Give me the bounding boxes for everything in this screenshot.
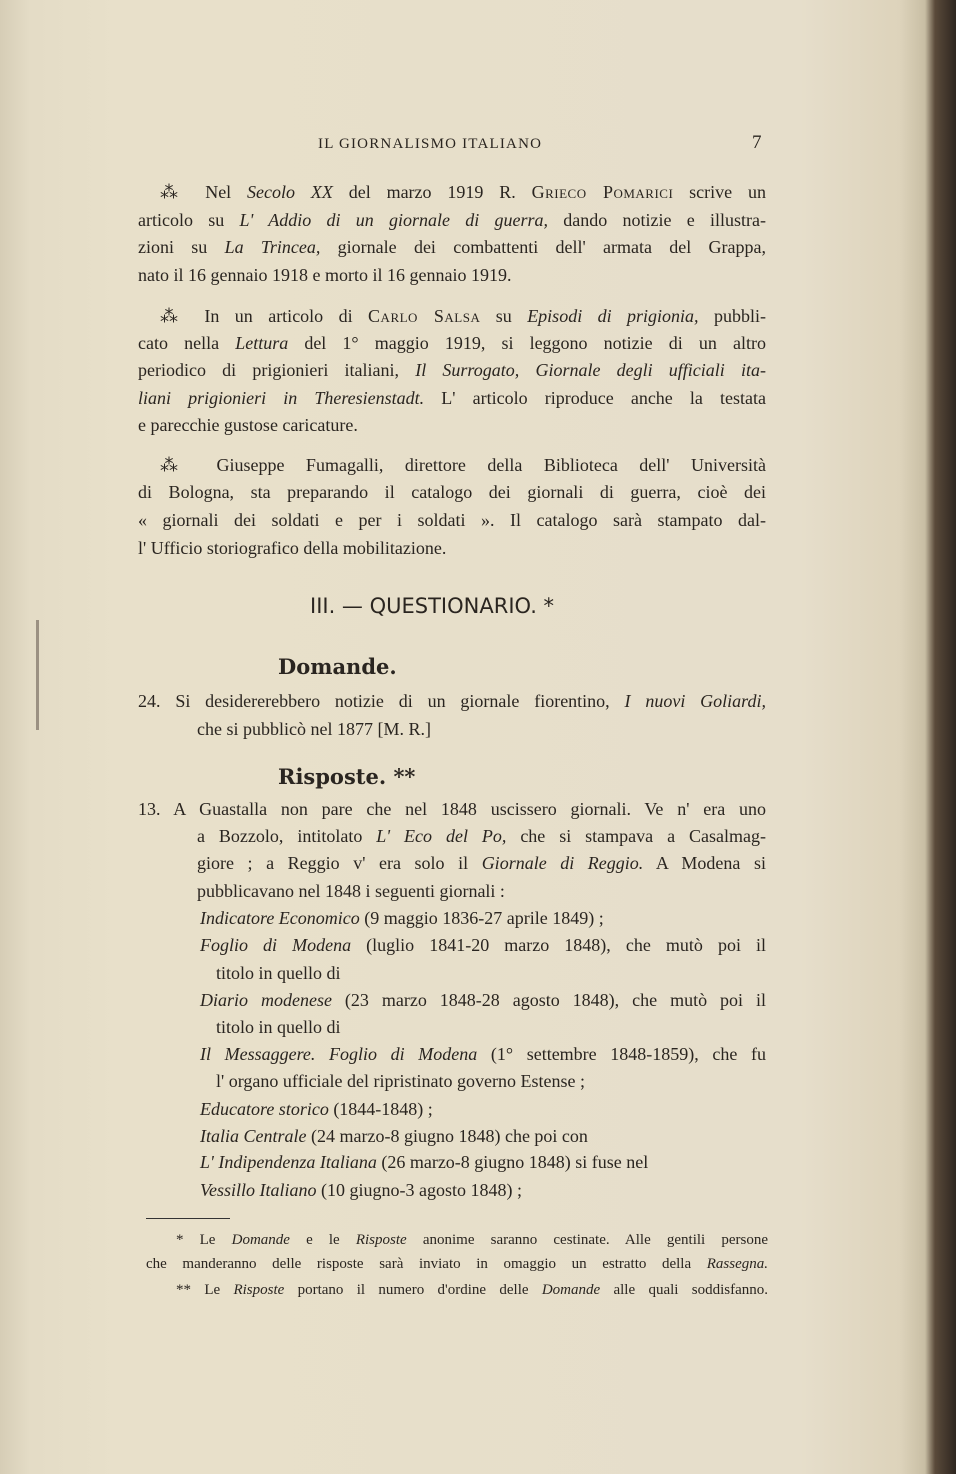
text-run: (26 marzo-8 giugno 1848) si fuse nel — [376, 1152, 649, 1172]
text-run: L' articolo riproduce anche la testata — [424, 388, 766, 408]
text-run: anonime saranno cestinate. Alle gentili persone — [406, 1232, 769, 1248]
text-run: ** Le — [176, 1282, 234, 1298]
italic-text: Foglio di Modena — [200, 935, 352, 955]
text-run: l' Ufficio storiografico della mobilitazione. — [138, 538, 447, 558]
text-line — [138, 264, 511, 286]
italic-text: I nuovi Goliardi, — [624, 691, 766, 711]
text-line — [197, 825, 766, 847]
text-run: su — [480, 306, 528, 326]
text-run: zioni su — [138, 237, 225, 257]
running-head: IL GIORNALISMO ITALIANO — [318, 136, 543, 152]
italic-text: L' Indipendenza Italiana — [200, 1152, 377, 1172]
italic-text: Il Surrogato, Giornale degli ufficiali ita- — [415, 360, 766, 380]
text-line — [200, 934, 766, 956]
italic-text: Domande — [231, 1232, 290, 1248]
footnote-rule — [146, 1218, 230, 1219]
text-run: cato nella — [138, 333, 236, 353]
text-line — [138, 332, 766, 354]
text-run: scrive un — [673, 182, 766, 202]
text-line — [216, 962, 341, 984]
text-run: alle quali soddisfanno. — [600, 1282, 769, 1298]
text-run: del marzo 1919 R. — [332, 182, 532, 202]
text-line — [216, 1016, 341, 1038]
text-run: a Bozzolo, intitolato — [197, 826, 377, 846]
footnote-line — [176, 1229, 768, 1251]
small-caps-name: Carlo Salsa — [368, 306, 481, 326]
text-run: pubblicavano nel 1848 i seguenti giornali : — [197, 881, 505, 901]
text-line — [197, 718, 431, 740]
text-run: periodico di prigionieri italiani, — [138, 360, 416, 380]
text-line — [160, 454, 766, 476]
italic-text: Indicatore Economico — [200, 908, 360, 928]
text-line — [200, 1125, 588, 1147]
italic-text: Giornale di Reggio. — [481, 853, 644, 873]
text-run: di Bologna, sta preparando il catalogo dei giornali di guerra, cioè dei — [138, 482, 766, 502]
italic-text: L' Addio di un giornale di guerra, — [239, 210, 549, 230]
text-run: dando notizie e illustra- — [548, 210, 767, 230]
text-run: « giornali dei soldati e per i soldati ». Il catalogo sarà stampato dal- — [138, 510, 766, 530]
text-line — [200, 1179, 522, 1201]
text-run: ⁂ Giuseppe Fumagalli, direttore della Biblioteca dell' Università — [160, 455, 766, 475]
italic-text: Episodi di prigionia, — [527, 306, 699, 326]
text-run: giore ; a Reggio v' era solo il — [197, 853, 482, 873]
italic-text: Educatore storico — [200, 1099, 329, 1119]
page-number: 7 — [752, 132, 762, 153]
text-run: e le — [289, 1232, 356, 1248]
italic-text: Rassegna. — [706, 1256, 768, 1272]
text-line — [197, 852, 766, 874]
text-run: (1° settembre 1848-1859), che fu — [477, 1044, 766, 1064]
text-run: portano il numero d'ordine delle — [284, 1282, 542, 1298]
text-line — [138, 481, 766, 503]
text-run: 24. Si desidererebbero notizie di un giornale fiorentino, — [138, 691, 625, 711]
risposte-heading: Risposte. ** — [278, 764, 416, 789]
text-line — [138, 690, 766, 712]
text-line — [138, 537, 446, 559]
text-run: 13. A Guastalla non pare che nel 1848 uscissero giornali. Ve n' era uno — [138, 799, 766, 819]
text-run: che manderanno delle risposte sarà inviato in omaggio un estratto della — [146, 1256, 707, 1272]
text-run: l' organo ufficiale del ripristinato governo Estense ; — [216, 1071, 585, 1091]
text-line — [200, 1043, 766, 1065]
text-run: ⁂ In un articolo di — [160, 306, 369, 326]
text-line — [216, 1070, 585, 1092]
text-run: articolo su — [138, 210, 240, 230]
text-run: pubbli- — [698, 306, 766, 326]
italic-text: Vessillo Italiano — [200, 1180, 317, 1200]
italic-text: Risposte — [233, 1282, 285, 1298]
text-run: titolo in quello di — [216, 1017, 341, 1037]
text-line — [138, 359, 766, 381]
footnote-line — [146, 1253, 768, 1275]
text-run: * Le — [176, 1232, 232, 1248]
italic-text: L' Eco del Po, — [376, 826, 507, 846]
text-line — [200, 907, 604, 929]
text-line — [197, 880, 505, 902]
text-line — [138, 209, 766, 231]
italic-text: liani prigionieri in Theresienstadt. — [138, 388, 425, 408]
text-line — [200, 1098, 433, 1120]
text-line — [138, 509, 766, 531]
text-line — [138, 798, 766, 820]
text-run: (24 marzo-8 giugno 1848) che poi con — [306, 1126, 588, 1146]
text-run: nato il 16 gennaio 1918 e morto il 16 gennaio 1919. — [138, 265, 512, 285]
text-run: ⁂ Nel — [160, 182, 248, 202]
text-line — [160, 181, 766, 203]
text-line — [138, 414, 358, 436]
italic-text: Italia Centrale — [200, 1126, 307, 1146]
text-run: che si pubblicò nel 1877 [M. R.] — [197, 719, 431, 739]
italic-text: La Trincea, — [224, 237, 321, 257]
italic-text: Risposte — [355, 1232, 407, 1248]
text-run: (luglio 1841-20 marzo 1848), che mutò poi il — [351, 935, 767, 955]
text-line — [138, 236, 766, 258]
text-run: giornale dei combattenti dell' armata del Grappa, — [320, 237, 767, 257]
text-run: del 1° maggio 1919, si leggono notizie di un altro — [288, 333, 766, 353]
text-run: e parecchie gustose caricature. — [138, 415, 358, 435]
italic-text: Il Messaggere. Foglio di Modena — [200, 1044, 478, 1064]
italic-text: Secolo XX — [247, 182, 333, 202]
domande-heading: Domande. — [278, 654, 397, 679]
text-run: che si stampava a Casalmag- — [506, 826, 766, 846]
text-run: A Modena si — [643, 853, 766, 873]
text-line — [160, 305, 766, 327]
italic-text: Diario modenese — [200, 990, 332, 1010]
small-caps-name: Grieco Pomarici — [531, 182, 674, 202]
text-run: titolo in quello di — [216, 963, 341, 983]
text-run: (10 giugno-3 agosto 1848) ; — [316, 1180, 522, 1200]
text-line — [200, 1151, 648, 1173]
text-line — [200, 989, 766, 1011]
section-heading: III. — QUESTIONARIO. * — [310, 594, 555, 618]
italic-text: Lettura — [235, 333, 289, 353]
italic-text: Domande — [541, 1282, 601, 1298]
text-run: (1844-1848) ; — [328, 1099, 433, 1119]
text-run: (9 maggio 1836-27 aprile 1849) ; — [359, 908, 604, 928]
binding-edge — [36, 620, 39, 730]
text-line — [138, 387, 766, 409]
footnote-line — [176, 1279, 768, 1301]
text-run: (23 marzo 1848-28 agosto 1848), che mutò poi il — [331, 990, 766, 1010]
